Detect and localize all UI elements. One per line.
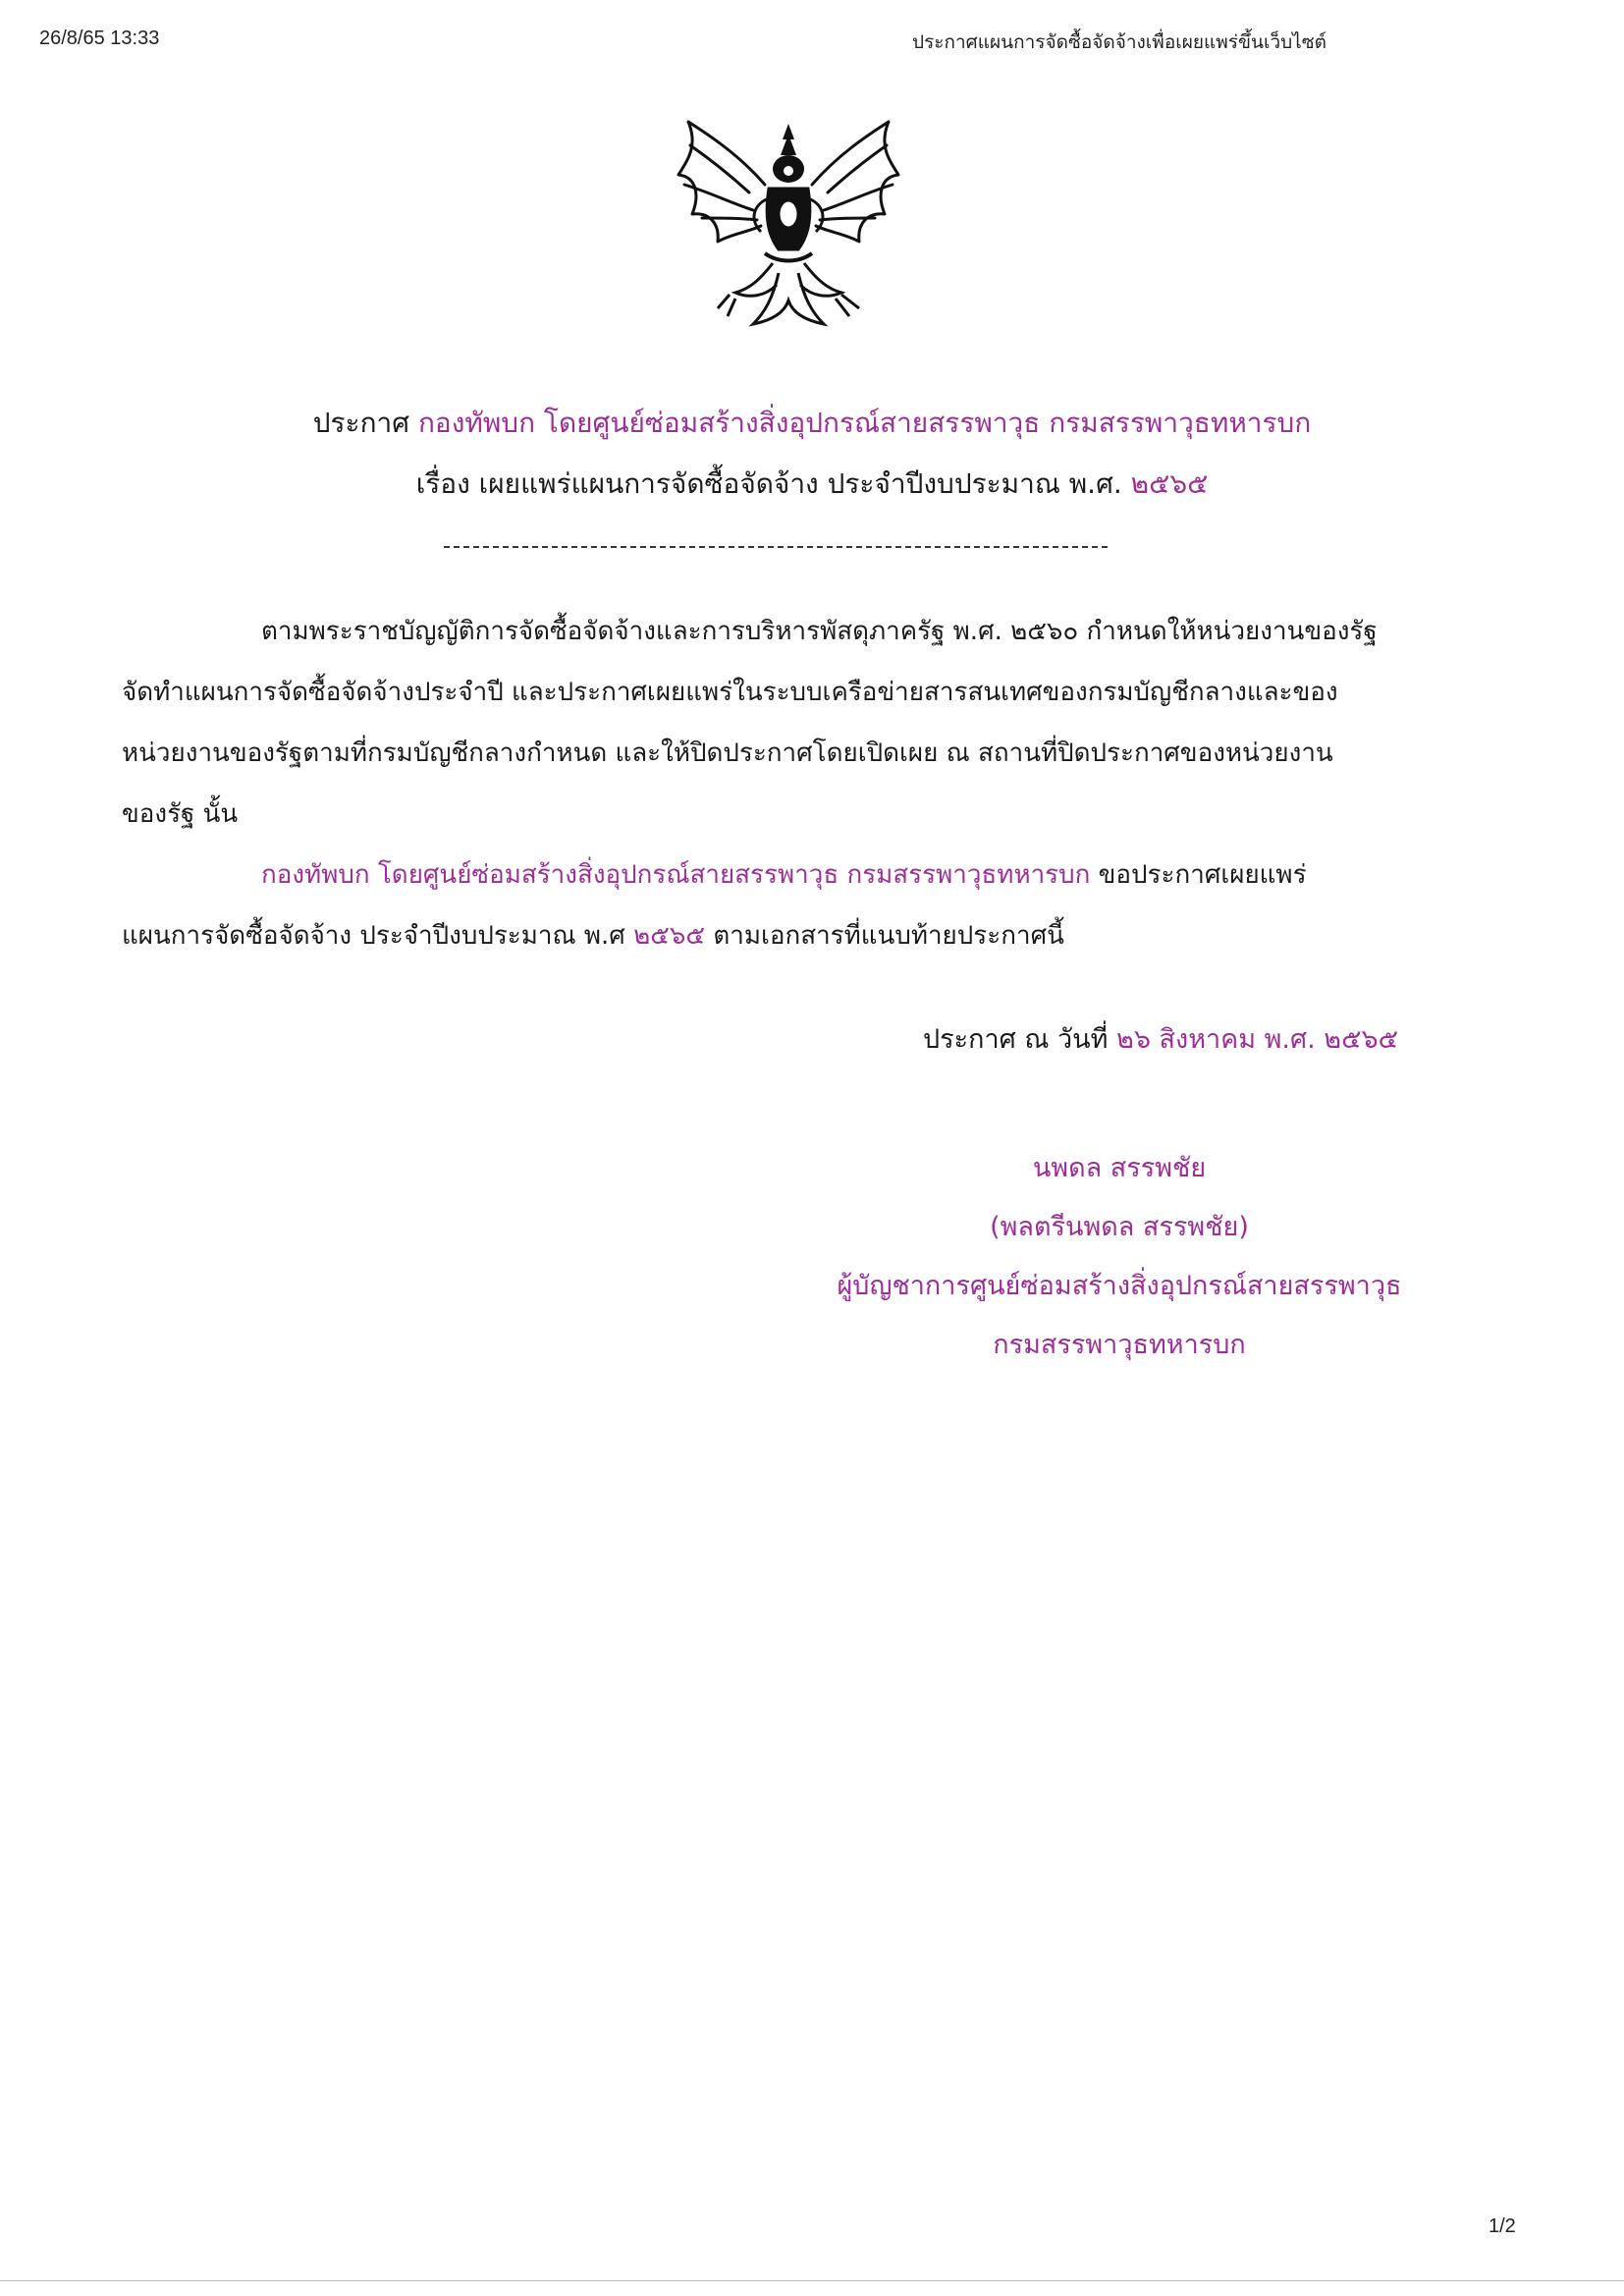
- garuda-emblem-icon: [671, 116, 906, 332]
- paragraph-1: [122, 601, 1428, 845]
- paragraph-text: ขอประกาศเผยแพร่: [1090, 860, 1307, 890]
- paragraph-line: ของรัฐ นั้น: [122, 799, 239, 829]
- subject-year: ๒๕๖๕: [1130, 467, 1209, 500]
- paragraph-line: ตามพระราชบัญญัติการจัดซื้อจัดจ้างและการบริหารพัสดุภาครัฐ พ.ศ. ๒๕๖๐ กำหนดให้หน่วยงานของรัฐ: [261, 617, 1378, 646]
- page-number: 1/2: [1489, 2215, 1516, 2237]
- announce-prefix: ประกาศ ณ วันที่: [923, 1024, 1117, 1055]
- signatory-full-name: (พลตรีนพดล สรรพชัย): [990, 1212, 1249, 1242]
- paragraph-text: ตามเอกสารที่แนบท้ายประกาศนี้: [705, 921, 1064, 951]
- signatory-position: ผู้บัญชาการศูนย์ซ่อมสร้างสิ่งอุปกรณ์สายสรรพาวุธ: [837, 1271, 1402, 1301]
- bottom-divider: [0, 2280, 1624, 2281]
- subject-text: เรื่อง เผยแพร่แผนการจัดซื้อจัดจ้าง ประจำปีงบประมาณ พ.ศ.: [415, 467, 1122, 500]
- title-line-1: [0, 393, 1624, 454]
- announce-date: ๒๖ สิงหาคม พ.ศ. ๒๕๖๕: [1116, 1024, 1399, 1055]
- dashed-divider: [444, 546, 1108, 548]
- announcement-date-line: [923, 1017, 1398, 1060]
- print-datetime: 26/8/65 13:33: [39, 27, 160, 49]
- signatory-department: กรมสรรพาวุธทหารบก: [993, 1330, 1246, 1360]
- paragraph-2: [122, 845, 1428, 966]
- paragraph-text: แผนการจัดซื้อจัดจ้าง ประจำปีงบประมาณ พ.ศ: [122, 921, 634, 951]
- title-prefix: ประกาศ: [312, 407, 410, 439]
- paragraph-line: จัดทำแผนการจัดซื้อจัดจ้างประจำปี และประกาศเผยแพร่ในระบบเครือข่ายสารสนเทศของกรมบัญชีกลางและของ: [122, 678, 1338, 707]
- title-agency: กองทัพบก โดยศูนย์ซ่อมสร้างสิ่งอุปกรณ์สายสรรพาวุธ กรมสรรพาวุธทหารบก: [417, 407, 1312, 439]
- paragraph-line: [122, 845, 1428, 905]
- fiscal-year: ๒๕๖๕: [633, 921, 706, 951]
- title-line-2: [0, 454, 1624, 515]
- signed-name: นพดล สรรพชัย: [1032, 1153, 1207, 1183]
- agency-name: กองทัพบก โดยศูนย์ซ่อมสร้างสิ่งอุปกรณ์สายสรรพาวุธ กรมสรรพาวุธทหารบก: [261, 860, 1091, 890]
- signature-block: [825, 1139, 1414, 1375]
- paragraph-line: [122, 905, 1428, 966]
- paragraph-line: หน่วยงานของรัฐตามที่กรมบัญชีกลางกำหนด และให้ปิดประกาศโดยเปิดเผย ณ สถานที่ปิดประกาศของหน่วยงาน: [122, 738, 1333, 768]
- print-page-title: ประกาศแผนการจัดซื้อจัดจ้างเพื่อเผยแพร่ขึ้นเว็บไซต์: [912, 31, 1326, 53]
- announcement-title: [0, 393, 1624, 515]
